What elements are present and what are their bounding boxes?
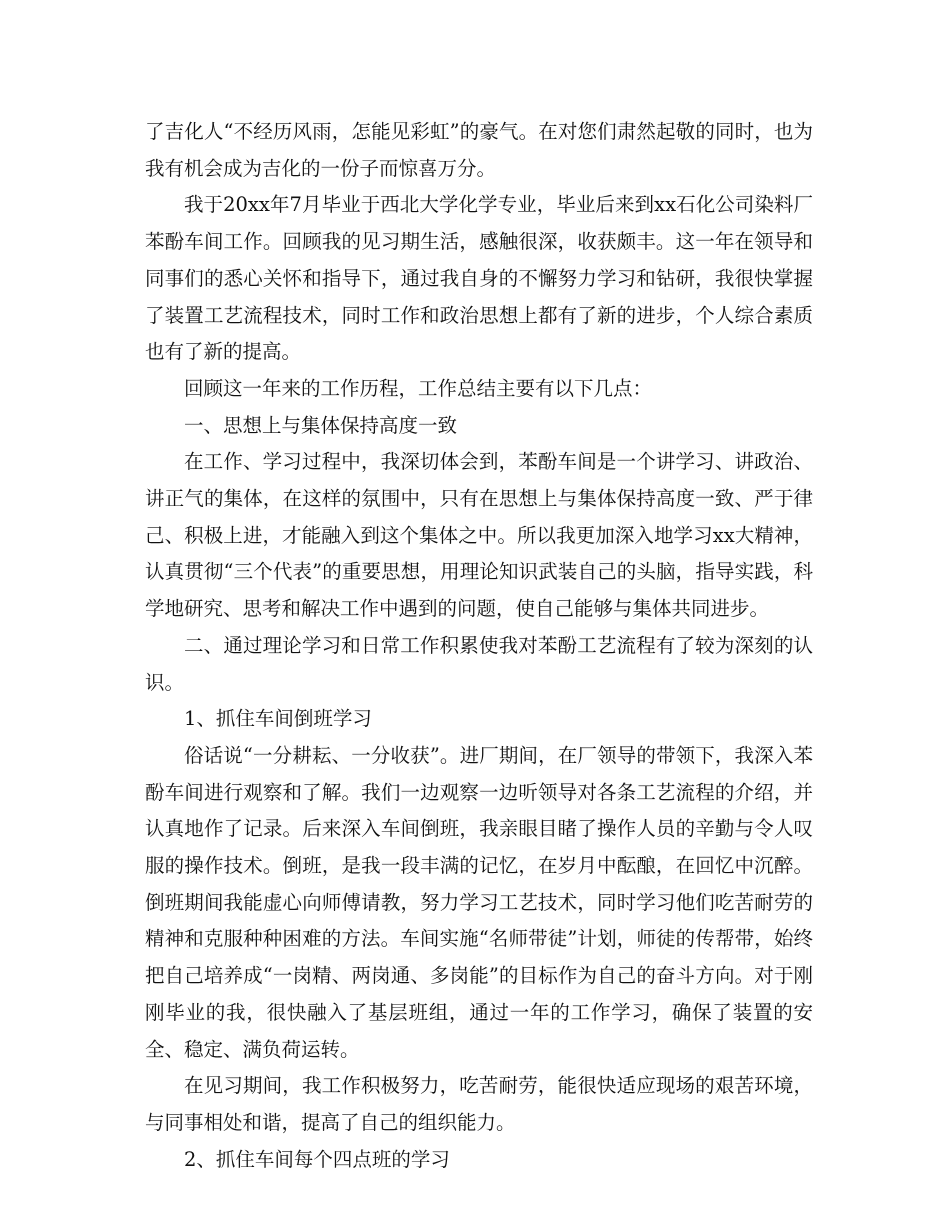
section-heading: 一、思想上与集体保持高度一致 bbox=[184, 413, 458, 437]
paragraph: 回顾这一年来的工作历程，工作总结主要有以下几点： bbox=[184, 376, 653, 400]
paragraph: 俗话说“一分耕耘、一分收获”。进厂期间，在厂领导的带领下，我深入苯酚车间进行观察和了解。我们一边观察一边听领导对各条工艺流程的介绍，并认真地作了记录。后来深入车间倒班，我亲眼目睹了操作人员的辛勤与令人叹服的操作技术。倒班，是我一段丰满的记忆，在岁月中酝酿，在回忆中沉醉。倒班期间我能虚心向师傅请教，努力学习工艺技术，同时学习他们吃苦耐劳的精神和克服种种困难的方法。车间实施“名师带徒”计划，师徒的传帮带，始终把自己培养成“一岗精、两岗通、多岗能”的目标作为自己的奋斗方向。对于刚刚毕业的我，很快融入了基层班组，通过一年的工作学习，确保了装置的安全、稳定、满负荷运转。 bbox=[145, 743, 813, 1061]
subsection-heading: 2、抓住车间每个四点班的学习 bbox=[184, 1147, 450, 1171]
document-body bbox=[145, 114, 813, 1178]
section-heading: 二、通过理论学习和日常工作积累使我对苯酚工艺流程有了较为深刻的认识。 bbox=[145, 633, 813, 694]
paragraph: 我于20xx年7月毕业于西北大学化学专业，毕业后来到xx石化公司染料厂苯酚车间工作。回顾我的见习期生活，感触很深，收获颇丰。这一年在领导和同事们的悉心关怀和指导下，通过我自身的不懈努力学习和钻研，我很快掌握了装置工艺流程技术，同时工作和政治思想上都有了新的进步，个人综合素质也有了新的提高。 bbox=[145, 193, 813, 364]
paragraph: 了吉化人“不经历风雨，怎能见彩虹”的豪气。在对您们肃然起敬的同时，也为我有机会成为吉化的一份子而惊喜万分。 bbox=[145, 120, 813, 180]
subsection-heading: 1、抓住车间倒班学习 bbox=[184, 707, 372, 731]
paragraph: 在见习期间，我工作积极努力，吃苦耐劳，能很快适应现场的艰苦环境，与同事相处和谐，提高了自己的组织能力。 bbox=[145, 1074, 813, 1134]
paragraph: 在工作、学习过程中，我深切体会到，苯酚车间是一个讲学习、讲政治、讲正气的集体，在这样的氛围中，只有在思想上与集体保持高度一致、严于律己、积极上进，才能融入到这个集体之中。所以我更加深入地学习xx大精神，认真贯彻“三个代表”的重要思想，用理论知识武装自己的头脑，指导实践，科学地研究、思考和解决工作中遇到的问题，使自己能够与集体共同进步。 bbox=[145, 450, 813, 621]
